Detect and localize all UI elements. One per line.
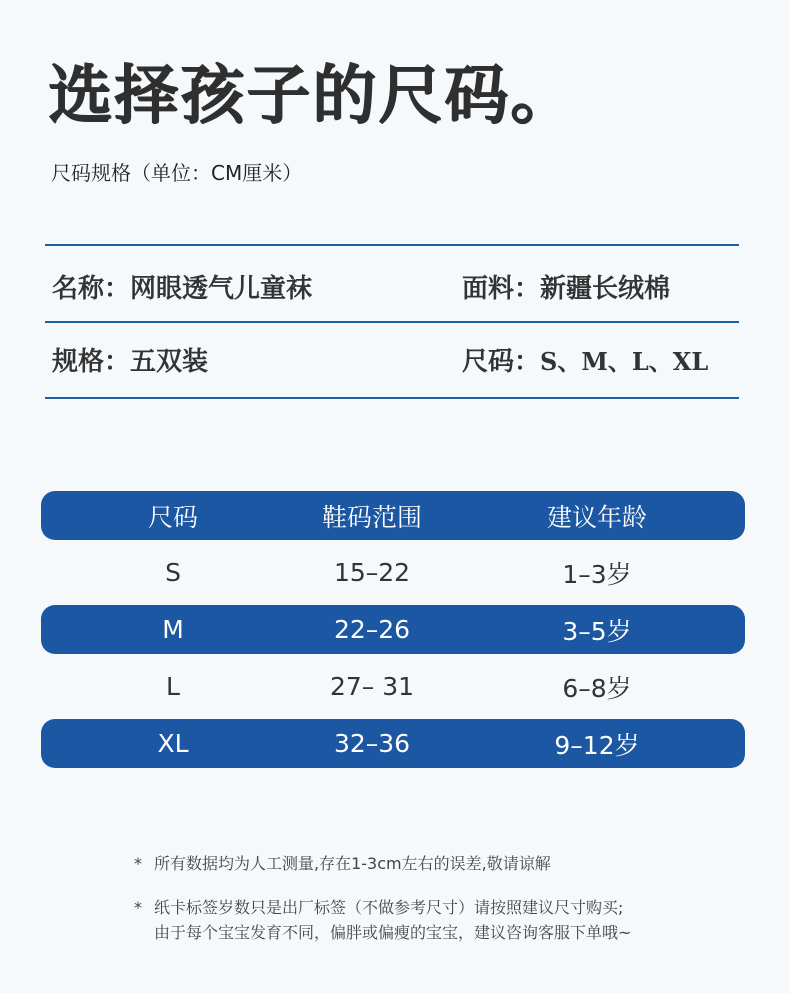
row-age: 1–3岁 [562,559,632,589]
product-sizes [462,341,708,378]
note-measurement [134,851,631,877]
header-size: 尺码 [147,502,199,532]
row-age: 9–12岁 [554,730,640,760]
note-label-age-line2: 由于每个宝宝发育不同，偏胖或偏瘦的宝宝，建议咨询客服下单哦~ [154,923,632,943]
sizes-label: 尺码： [462,346,541,377]
table-row [41,662,745,711]
row-age: 6–8岁 [562,673,632,703]
sizes-values: S、M、L、XL [540,346,709,376]
asterisk-icon: * [134,897,142,917]
row-size: L [166,672,180,701]
header-shoe-size: 鞋码范围 [321,502,423,532]
row-shoe-size: 32–36 [333,729,411,758]
info-row-1 [52,266,742,306]
divider-top [45,244,739,246]
row-shoe-size: 27– 31 [329,672,415,701]
product-material: 面料：新疆长绒棉 [462,273,671,304]
divider-bottom [45,397,739,399]
row-shoe-size: 15–22 [333,558,411,587]
notes [134,851,631,946]
divider-middle [45,321,739,323]
header-age: 建议年龄 [546,502,648,532]
table-row [41,548,745,597]
page-title: 选择孩子的尺码。 [48,59,576,133]
note-measurement-text: 所有数据均为人工测量,存在1-3cm左右的误差,敬请谅解 [154,854,551,873]
asterisk-icon: * [134,854,142,873]
product-name: 名称：网眼透气儿童袜 [52,273,313,304]
table-header [41,491,745,540]
note-label-age-line1: 纸卡标签岁数只是出厂标签（不做参考尺寸）请按照建议尺寸购买; [154,897,624,917]
size-spec-subtitle: 尺码规格（单位：CM厘米） [51,161,303,185]
row-size: XL [157,729,189,758]
size-table [41,491,745,776]
product-spec: 规格：五双装 [52,346,209,377]
row-shoe-size: 22–26 [333,615,411,644]
table-row [41,719,745,768]
row-size: S [165,558,181,587]
row-age: 3–5岁 [562,616,632,646]
note-label-age [134,895,631,946]
table-row [41,605,745,654]
info-row-2 [52,339,742,379]
row-size: M [162,615,184,644]
